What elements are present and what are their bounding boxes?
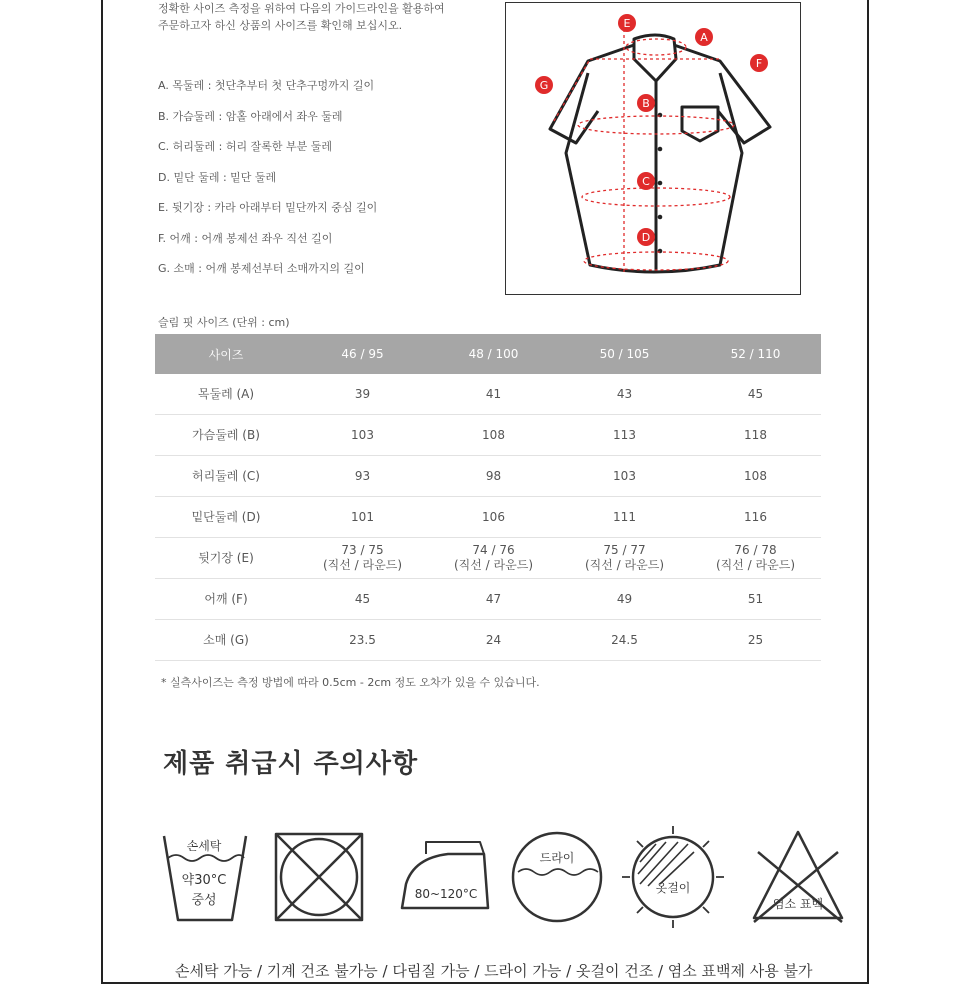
legend-item-c: C. 허리둘레 : 허리 잘록한 부분 둘레 <box>158 140 332 153</box>
row-label: 뒷기장 (E) <box>155 538 297 579</box>
table-cell: 45 <box>690 374 821 415</box>
shirt-icon <box>506 3 799 293</box>
table-cell: 108 <box>690 456 821 497</box>
table-cell <box>559 538 690 579</box>
table-cell: 93 <box>297 456 428 497</box>
size-table <box>155 334 821 661</box>
cell-value: 75 / 77 <box>603 543 646 557</box>
diagram-label-g: G <box>539 79 549 92</box>
cell-subnote: (직선 / 라운드) <box>323 558 402 572</box>
table-header-row <box>155 334 821 374</box>
care-icons <box>158 822 858 932</box>
table-cell: 24.5 <box>559 620 690 661</box>
table-cell: 45 <box>297 579 428 620</box>
hanger-dry-icon <box>633 837 713 917</box>
diagram-label-f: F <box>755 57 763 70</box>
table-cell <box>690 538 821 579</box>
table-header: 46 / 95 <box>297 334 428 374</box>
table-cell: 43 <box>559 374 690 415</box>
table-cell <box>428 538 559 579</box>
table-cell: 113 <box>559 415 690 456</box>
intro-line-1: 정확한 사이즈 측정을 위하여 다음의 가이드라인을 활용하여 <box>158 2 445 15</box>
table-header: 50 / 105 <box>559 334 690 374</box>
dry-clean-icon <box>513 833 601 921</box>
table-cell: 47 <box>428 579 559 620</box>
table-row <box>155 374 821 415</box>
table-row <box>155 579 821 620</box>
legend-item-d: D. 밑단 둘레 : 밑단 둘레 <box>158 170 277 184</box>
table-cell: 116 <box>690 497 821 538</box>
table-row <box>155 538 821 579</box>
intro-text <box>158 0 445 34</box>
row-label: 밑단둘레 (D) <box>155 497 297 538</box>
diagram-label-d: D <box>641 231 651 244</box>
handwash-label: 손세탁 <box>186 839 222 853</box>
cell-subnote: (직선 / 라운드) <box>585 558 664 572</box>
table-cell: 39 <box>297 374 428 415</box>
size-table-title: 슬림 핏 사이즈 (단위 : cm) <box>158 316 290 329</box>
row-label: 가슴둘레 (B) <box>155 415 297 456</box>
diagram-label-b: B <box>642 97 650 110</box>
table-row <box>155 456 821 497</box>
table-header: 52 / 110 <box>690 334 821 374</box>
care-instructions: 손세탁 가능 / 기계 건조 불가능 / 다림질 가능 / 드라이 가능 / 옷걸이 건조 / 염소 표백제 사용 불가 <box>175 962 813 980</box>
care-symbols <box>158 822 858 932</box>
cell-subnote: (직선 / 라운드) <box>716 558 795 572</box>
table-cell: 98 <box>428 456 559 497</box>
bleach-label: 염소 표백 <box>772 897 824 911</box>
table-cell: 111 <box>559 497 690 538</box>
diagram-label-c: C <box>642 175 650 188</box>
cell-subnote: (직선 / 라운드) <box>454 558 533 572</box>
hanger-label: 옷걸이 <box>655 881 691 895</box>
table-row <box>155 415 821 456</box>
table-cell: 49 <box>559 579 690 620</box>
legend-item-e: E. 뒷기장 : 카라 아래부터 밑단까지 중심 길이 <box>158 201 378 214</box>
table-row <box>155 620 821 661</box>
table-cell: 101 <box>297 497 428 538</box>
measurement-note: * 실측사이즈는 측정 방법에 따라 0.5cm - 2cm 정도 오차가 있을 수 있습니다. <box>161 676 540 689</box>
legend-item-g: G. 소매 : 어깨 봉제선부터 소매까지의 길이 <box>158 262 365 275</box>
table-cell: 25 <box>690 620 821 661</box>
table-cell: 106 <box>428 497 559 538</box>
cell-value: 73 / 75 <box>341 543 384 557</box>
table-cell: 23.5 <box>297 620 428 661</box>
table-header: 사이즈 <box>155 334 297 374</box>
measure-legend <box>158 78 377 292</box>
table-cell <box>297 538 428 579</box>
table-cell: 118 <box>690 415 821 456</box>
care-title: 제품 취급시 주의사항 <box>163 749 419 779</box>
table-cell: 108 <box>428 415 559 456</box>
diagram-label-a: A <box>700 31 708 44</box>
table-cell: 41 <box>428 374 559 415</box>
table-cell: 51 <box>690 579 821 620</box>
table-cell: 24 <box>428 620 559 661</box>
row-label: 소매 (G) <box>155 620 297 661</box>
row-label: 허리둘레 (C) <box>155 456 297 497</box>
handwash-temp: 약30°C <box>181 873 227 888</box>
table-cell: 103 <box>297 415 428 456</box>
table-row <box>155 497 821 538</box>
table-header: 48 / 100 <box>428 334 559 374</box>
dry-clean-label: 드라이 <box>539 851 575 865</box>
handwash-detergent: 중성 <box>191 893 217 908</box>
diagram-label-e: E <box>623 17 631 30</box>
legend-item-b: B. 가슴둘레 : 암홀 아래에서 좌우 둘레 <box>158 109 343 123</box>
cell-value: 76 / 78 <box>734 543 777 557</box>
shirt-diagram <box>505 2 801 295</box>
iron-temp: 80~120°C <box>414 887 478 901</box>
row-label: 어깨 (F) <box>155 579 297 620</box>
table-cell: 103 <box>559 456 690 497</box>
legend-item-a: A. 목둘레 : 첫단추부터 첫 단추구멍까지 길이 <box>158 79 375 92</box>
row-label: 목둘레 (A) <box>155 374 297 415</box>
intro-line-2: 주문하고자 하신 상품의 사이즈를 확인해 보십시오. <box>158 19 403 32</box>
cell-value: 74 / 76 <box>472 543 515 557</box>
legend-item-f: F. 어깨 : 어깨 봉제선 좌우 직선 길이 <box>158 231 333 245</box>
